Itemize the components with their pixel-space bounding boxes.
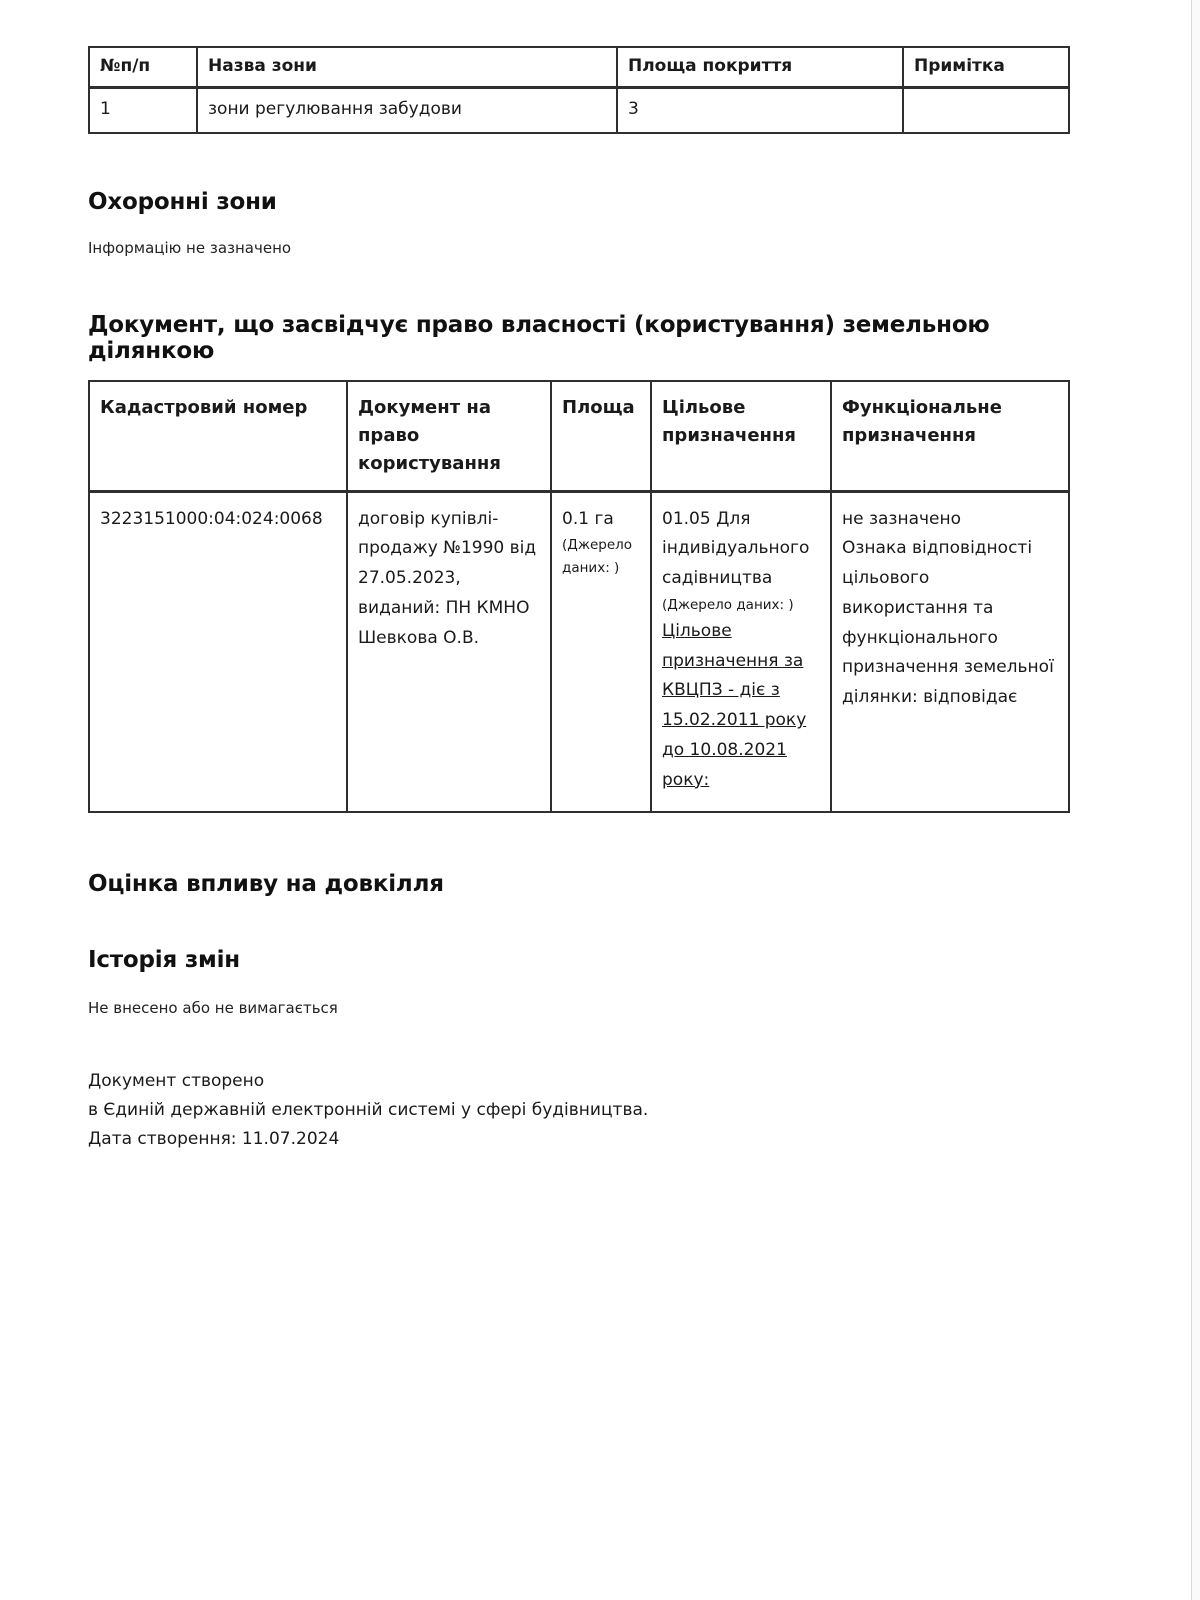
section-title-eia: Оцінка впливу на довкілля: [88, 871, 444, 898]
functional-status: не зазначено: [842, 508, 962, 529]
area-cell: [551, 491, 651, 812]
purpose-text: 01.05 Для індивідуального садівництва: [662, 508, 810, 589]
zones-cell-note: [903, 87, 1069, 133]
protection-zones-note: Інформацію не зазначено: [88, 239, 292, 257]
ownership-header-functional-purpose: Функціональне призначення: [831, 381, 1069, 491]
history-note: Не внесено або не вимагається: [88, 999, 338, 1018]
purpose-cell: [651, 491, 831, 812]
footer-system-line: в Єдиній державній електронній системі у сфері будівництва.: [88, 1100, 649, 1121]
ownership-header-cadastral-number: Кадастровий номер: [89, 381, 347, 491]
area-source-note: (Джерело даних: ): [562, 537, 633, 577]
section-title-protection-zones: Охоронні зони: [88, 189, 277, 215]
ownership-table: [88, 380, 1070, 813]
zones-header-number: №п/п: [89, 47, 197, 87]
zones-cell-coverage: 3: [617, 87, 903, 133]
document-footer: [88, 1067, 1068, 1154]
zones-cell-zone-name: зони регулювання забудови: [197, 87, 617, 133]
ownership-header-right-document: Документ на право користування: [347, 381, 551, 491]
footer-created-line: Документ створено: [88, 1071, 265, 1092]
purpose-source-note: (Джерело даних: ): [662, 596, 794, 613]
document-page: [88, 0, 1068, 1154]
zones-table-header-row: [89, 47, 1069, 87]
section-title-ownership-document: Документ, що засвідчує право власності (користування) земельною ділянкою: [88, 312, 990, 364]
zones-header-zone-name: Назва зони: [197, 47, 617, 87]
zones-header-coverage: Площа покриття: [617, 47, 903, 87]
ownership-table-header-row: [89, 381, 1069, 491]
footer-date-line: Дата створення: 11.07.2024: [88, 1129, 340, 1150]
zones-cell-number: 1: [89, 87, 197, 133]
zones-table-row: [89, 87, 1069, 133]
cadastral-number-cell: 3223151000:04:024:0068: [89, 491, 347, 812]
ownership-table-row: [89, 491, 1069, 812]
page-scan-edge: [1191, 0, 1200, 1600]
right-document-cell: договір купівлі-продажу №1990 від 27.05.2023, виданий: ПН КМНО Шевкова О.В.: [347, 491, 551, 812]
zones-header-note: Примітка: [903, 47, 1069, 87]
area-value: 0.1 га: [562, 508, 614, 529]
functional-purpose-cell: [831, 491, 1069, 812]
section-title-history: Історія змін: [88, 947, 240, 974]
ownership-header-purpose: Цільове призначення: [651, 381, 831, 491]
kvcpz-purpose-link[interactable]: Цільове призначення за КВЦПЗ - діє з 15.02.2011 року до 10.08.2021 року:: [662, 620, 807, 790]
ownership-header-area: Площа: [551, 381, 651, 491]
functional-note: Ознака відповідності цільового використання та функціонального призначення земельної ділянки: відповідає: [842, 538, 1054, 708]
zones-table: [88, 46, 1070, 134]
